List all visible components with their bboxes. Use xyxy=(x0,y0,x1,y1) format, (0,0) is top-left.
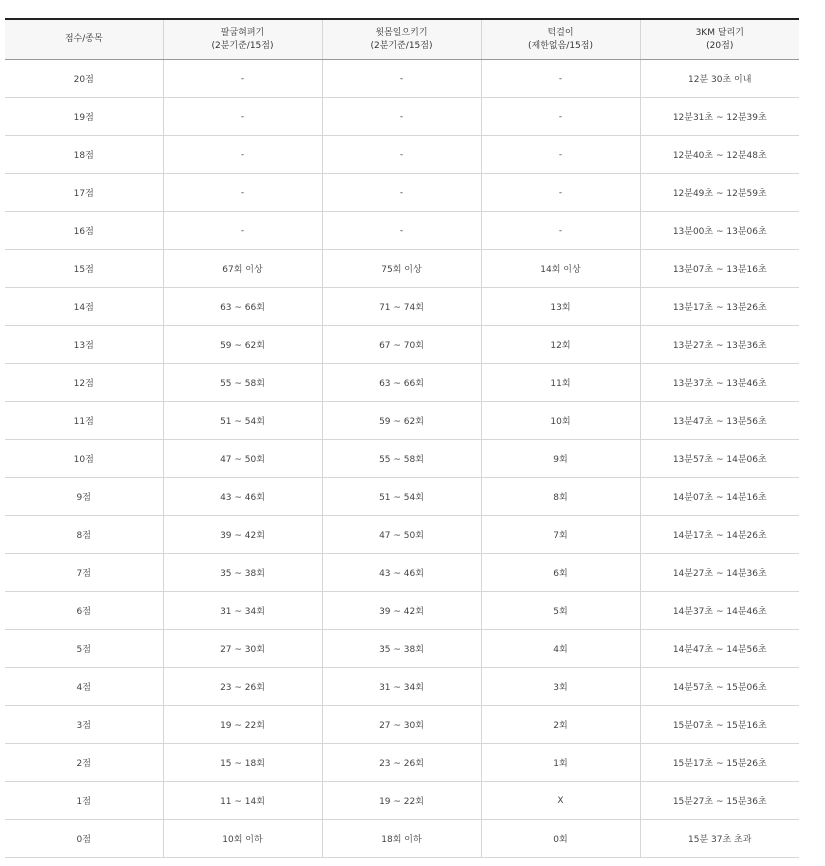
table-row xyxy=(5,706,799,744)
situps-cell: 27 ~ 30회 xyxy=(322,706,481,744)
situps-cell: - xyxy=(322,174,481,212)
fitness-score-table xyxy=(5,18,799,858)
score-cell: 8점 xyxy=(5,516,163,554)
table-row xyxy=(5,402,799,440)
situps-cell: 63 ~ 66회 xyxy=(322,364,481,402)
situps-cell: 23 ~ 26회 xyxy=(322,744,481,782)
table-row xyxy=(5,516,799,554)
score-cell: 7점 xyxy=(5,554,163,592)
run-cell: 14분27초 ~ 14분36초 xyxy=(640,554,799,592)
run-cell: 13분57초 ~ 14분06초 xyxy=(640,440,799,478)
pullups-cell: 2회 xyxy=(481,706,640,744)
pullups-cell: 14회 이상 xyxy=(481,250,640,288)
score-cell: 2점 xyxy=(5,744,163,782)
run-cell: 15분27초 ~ 15분36초 xyxy=(640,782,799,820)
situps-cell: 19 ~ 22회 xyxy=(322,782,481,820)
table-row xyxy=(5,136,799,174)
score-cell: 10점 xyxy=(5,440,163,478)
table-row xyxy=(5,174,799,212)
run-cell: 12분40초 ~ 12분48초 xyxy=(640,136,799,174)
score-cell: 1점 xyxy=(5,782,163,820)
header-pushups-label: 팔굽혀펴기 xyxy=(220,27,265,38)
run-cell: 13분47초 ~ 13분56초 xyxy=(640,402,799,440)
score-table-container xyxy=(5,18,799,858)
score-cell: 14점 xyxy=(5,288,163,326)
pushups-cell: - xyxy=(163,136,322,174)
table-row xyxy=(5,326,799,364)
table-row xyxy=(5,364,799,402)
pushups-cell: 19 ~ 22회 xyxy=(163,706,322,744)
pushups-cell: - xyxy=(163,174,322,212)
pushups-cell: 67회 이상 xyxy=(163,250,322,288)
table-row xyxy=(5,440,799,478)
situps-cell: 47 ~ 50회 xyxy=(322,516,481,554)
score-cell: 11점 xyxy=(5,402,163,440)
run-cell: 13분27초 ~ 13분36초 xyxy=(640,326,799,364)
situps-cell: 35 ~ 38회 xyxy=(322,630,481,668)
run-cell: 14분17초 ~ 14분26초 xyxy=(640,516,799,554)
header-pullups-sub: (제한없음/15점) xyxy=(528,40,593,51)
pullups-cell: 1회 xyxy=(481,744,640,782)
table-row xyxy=(5,668,799,706)
pushups-cell: 27 ~ 30회 xyxy=(163,630,322,668)
table-body xyxy=(5,60,799,858)
table-row xyxy=(5,250,799,288)
table-row xyxy=(5,478,799,516)
pullups-cell: 3회 xyxy=(481,668,640,706)
score-cell: 19점 xyxy=(5,98,163,136)
situps-cell: - xyxy=(322,136,481,174)
pullups-cell: 10회 xyxy=(481,402,640,440)
table-row xyxy=(5,60,799,98)
score-cell: 20점 xyxy=(5,60,163,98)
pushups-cell: 55 ~ 58회 xyxy=(163,364,322,402)
pushups-cell: 31 ~ 34회 xyxy=(163,592,322,630)
table-row xyxy=(5,744,799,782)
run-cell: 13분37초 ~ 13분46초 xyxy=(640,364,799,402)
header-run-label: 3KM 달리기 xyxy=(695,27,744,38)
score-cell: 4점 xyxy=(5,668,163,706)
pullups-cell: 8회 xyxy=(481,478,640,516)
situps-cell: 67 ~ 70회 xyxy=(322,326,481,364)
pullups-cell: 13회 xyxy=(481,288,640,326)
score-cell: 9점 xyxy=(5,478,163,516)
situps-cell: 59 ~ 62회 xyxy=(322,402,481,440)
pullups-cell: 12회 xyxy=(481,326,640,364)
header-run-sub: (20점) xyxy=(706,40,734,51)
run-cell: 12분49초 ~ 12분59초 xyxy=(640,174,799,212)
pullups-cell: - xyxy=(481,174,640,212)
pullups-cell: 11회 xyxy=(481,364,640,402)
run-cell: 12분31초 ~ 12분39초 xyxy=(640,98,799,136)
pullups-cell: - xyxy=(481,212,640,250)
score-cell: 16점 xyxy=(5,212,163,250)
situps-cell: - xyxy=(322,98,481,136)
pullups-cell: 9회 xyxy=(481,440,640,478)
header-situps-sub: (2분기준/15점) xyxy=(370,40,433,51)
score-cell: 0점 xyxy=(5,820,163,858)
score-cell: 6점 xyxy=(5,592,163,630)
pushups-cell: 35 ~ 38회 xyxy=(163,554,322,592)
pushups-cell: 15 ~ 18회 xyxy=(163,744,322,782)
situps-cell: 39 ~ 42회 xyxy=(322,592,481,630)
pullups-cell: - xyxy=(481,60,640,98)
run-cell: 13분07초 ~ 13분16초 xyxy=(640,250,799,288)
score-cell: 5점 xyxy=(5,630,163,668)
table-row xyxy=(5,630,799,668)
pullups-cell: 7회 xyxy=(481,516,640,554)
pullups-cell: X xyxy=(481,782,640,820)
run-cell: 14분47초 ~ 14분56초 xyxy=(640,630,799,668)
situps-cell: 43 ~ 46회 xyxy=(322,554,481,592)
pullups-cell: 4회 xyxy=(481,630,640,668)
header-row xyxy=(5,19,799,60)
pushups-cell: 11 ~ 14회 xyxy=(163,782,322,820)
run-cell: 12분 30초 이내 xyxy=(640,60,799,98)
situps-cell: 75회 이상 xyxy=(322,250,481,288)
pushups-cell: 39 ~ 42회 xyxy=(163,516,322,554)
header-run xyxy=(640,19,799,60)
table-row xyxy=(5,98,799,136)
run-cell: 14분57초 ~ 15분06초 xyxy=(640,668,799,706)
header-pushups xyxy=(163,19,322,60)
table-row xyxy=(5,820,799,858)
pullups-cell: 5회 xyxy=(481,592,640,630)
run-cell: 14분07초 ~ 14분16초 xyxy=(640,478,799,516)
pushups-cell: 51 ~ 54회 xyxy=(163,402,322,440)
pushups-cell: - xyxy=(163,212,322,250)
run-cell: 15분17초 ~ 15분26초 xyxy=(640,744,799,782)
pullups-cell: - xyxy=(481,136,640,174)
situps-cell: 18회 이하 xyxy=(322,820,481,858)
score-cell: 12점 xyxy=(5,364,163,402)
score-cell: 13점 xyxy=(5,326,163,364)
header-situps-label: 윗몸일으키기 xyxy=(375,27,428,38)
situps-cell: - xyxy=(322,60,481,98)
header-score xyxy=(5,19,163,60)
pushups-cell: - xyxy=(163,60,322,98)
table-row xyxy=(5,592,799,630)
pushups-cell: - xyxy=(163,98,322,136)
table-row xyxy=(5,288,799,326)
pushups-cell: 10회 이하 xyxy=(163,820,322,858)
table-row xyxy=(5,782,799,820)
run-cell: 15분 37초 초과 xyxy=(640,820,799,858)
run-cell: 14분37초 ~ 14분46초 xyxy=(640,592,799,630)
score-cell: 15점 xyxy=(5,250,163,288)
pushups-cell: 43 ~ 46회 xyxy=(163,478,322,516)
pullups-cell: 6회 xyxy=(481,554,640,592)
table-row xyxy=(5,212,799,250)
score-cell: 17점 xyxy=(5,174,163,212)
score-cell: 18점 xyxy=(5,136,163,174)
header-situps xyxy=(322,19,481,60)
table-row xyxy=(5,554,799,592)
situps-cell: - xyxy=(322,212,481,250)
run-cell: 15분07초 ~ 15분16초 xyxy=(640,706,799,744)
run-cell: 13분17초 ~ 13분26초 xyxy=(640,288,799,326)
pushups-cell: 59 ~ 62회 xyxy=(163,326,322,364)
situps-cell: 51 ~ 54회 xyxy=(322,478,481,516)
score-cell: 3점 xyxy=(5,706,163,744)
header-pullups xyxy=(481,19,640,60)
situps-cell: 55 ~ 58회 xyxy=(322,440,481,478)
table-header xyxy=(5,19,799,60)
pushups-cell: 63 ~ 66회 xyxy=(163,288,322,326)
header-pushups-sub: (2분기준/15점) xyxy=(211,40,274,51)
situps-cell: 31 ~ 34회 xyxy=(322,668,481,706)
header-pullups-label: 턱걸이 xyxy=(547,27,574,38)
pullups-cell: 0회 xyxy=(481,820,640,858)
pushups-cell: 23 ~ 26회 xyxy=(163,668,322,706)
pushups-cell: 47 ~ 50회 xyxy=(163,440,322,478)
run-cell: 13분00초 ~ 13분06초 xyxy=(640,212,799,250)
situps-cell: 71 ~ 74회 xyxy=(322,288,481,326)
header-score-label: 점수/종목 xyxy=(64,34,103,44)
pullups-cell: - xyxy=(481,98,640,136)
